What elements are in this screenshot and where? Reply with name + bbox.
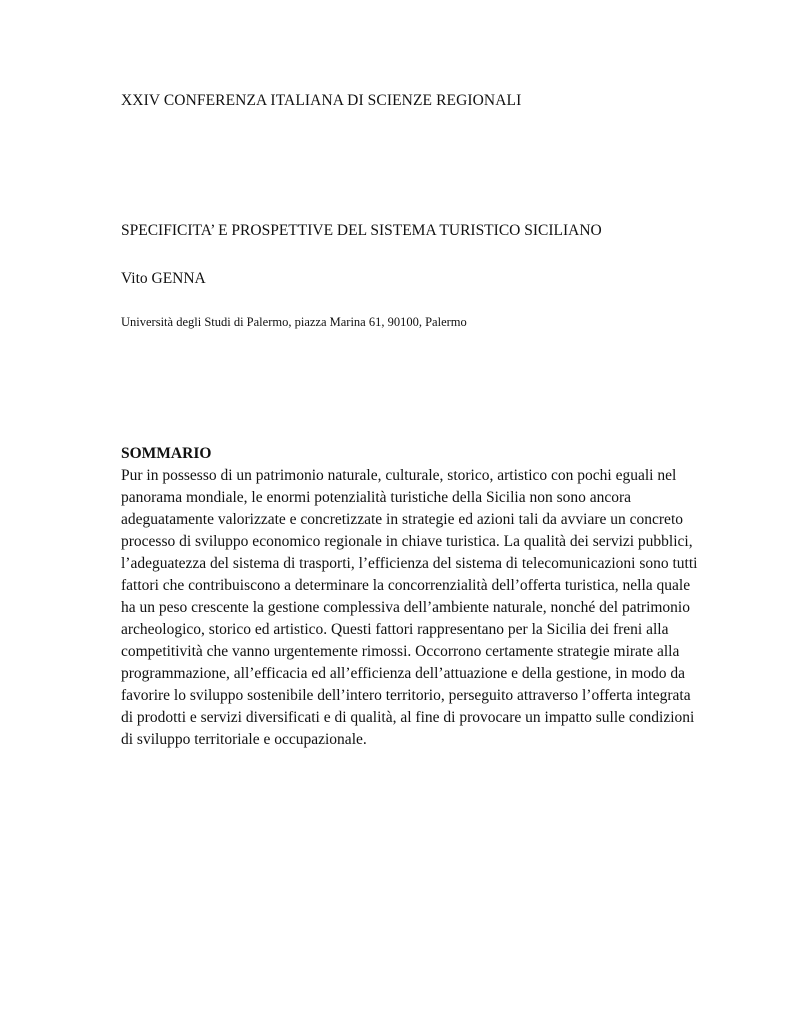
paper-title: SPECIFICITA’ E PROSPETTIVE DEL SISTEMA TURISTICO SICILIANO (121, 222, 602, 239)
abstract-line: programmazione, all’efficacia ed all’efficienza dell’attuazione e della gestione, in modo da (121, 665, 686, 682)
abstract-body (121, 465, 698, 751)
author-affiliation: Università degli Studi di Palermo, piazza Marina 61, 90100, Palermo (121, 315, 467, 329)
abstract-line: adeguatamente valorizzate e concretizzate in strategie ed azioni tali da avviare un concreto (121, 511, 683, 528)
abstract-line: ha un peso crescente la gestione complessiva dell’ambiente naturale, nonché del patrimonio (121, 599, 690, 616)
abstract-line: di sviluppo territoriale e occupazionale. (121, 731, 367, 748)
abstract-line: competitività che vanno urgentemente rimossi. Occorrono certamente strategie mirate alla (121, 643, 680, 660)
conference-title: XXIV CONFERENZA ITALIANA DI SCIENZE REGIONALI (121, 92, 522, 109)
abstract-line: processo di sviluppo economico regionale in chiave turistica. La qualità dei servizi pubblici, (121, 533, 693, 550)
abstract-section (121, 443, 698, 751)
abstract-line: archeologico, storico ed artistico. Questi fattori rappresentano per la Sicilia dei freni alla (121, 621, 669, 638)
abstract-line: favorire lo sviluppo sostenibile dell’intero territorio, perseguito attraverso l’offerta integrata (121, 687, 691, 704)
abstract-heading: SOMMARIO (121, 445, 212, 462)
author-name: Vito GENNA (121, 270, 206, 287)
abstract-line: l’adeguatezza del sistema di trasporti, l’efficienza del sistema di telecomunicazioni sono tutti (121, 555, 698, 572)
abstract-line: panorama mondiale, le enormi potenzialità turistiche della Sicilia non sono ancora (121, 489, 632, 506)
abstract-line: di prodotti e servizi diversificati e di qualità, al fine di provocare un impatto sulle condizioni (121, 709, 695, 726)
abstract-line: Pur in possesso di un patrimonio naturale, culturale, storico, artistico con pochi eguali nel (121, 467, 677, 484)
abstract-line: fattori che contribuiscono a determinare la concorrenzialità dell’offerta turistica, nella quale (121, 577, 691, 594)
